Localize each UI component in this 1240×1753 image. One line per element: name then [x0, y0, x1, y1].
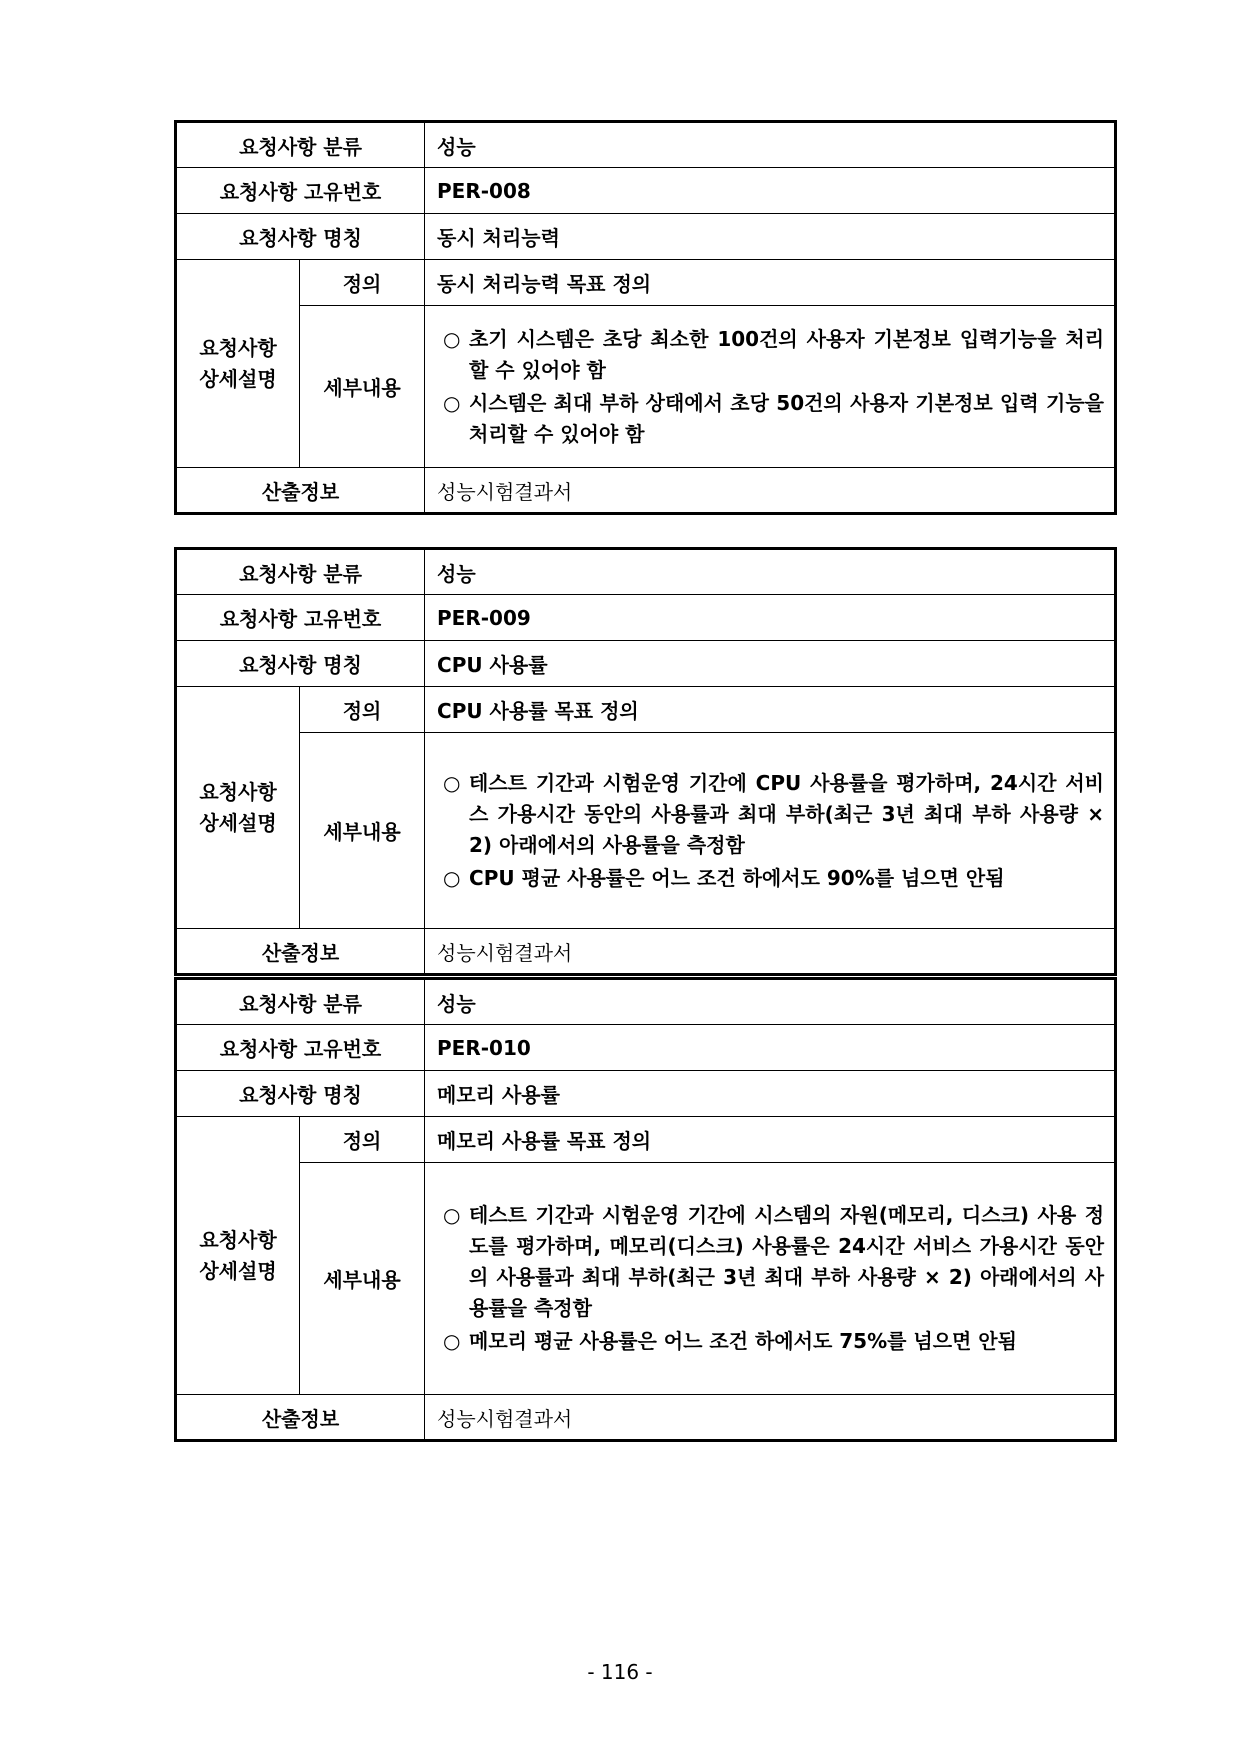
name-label: 요청사항 명칭	[176, 214, 425, 260]
name-label: 요청사항 명칭	[176, 641, 425, 687]
circle-bullet-icon: ○	[443, 770, 461, 795]
detail-label-line2: 상세설명	[199, 1258, 277, 1283]
category-row	[176, 122, 1116, 168]
detail-label	[176, 687, 300, 929]
category-label: 요청사항 분류	[176, 549, 425, 595]
content-row	[176, 306, 1116, 468]
output-row	[176, 468, 1116, 514]
circle-bullet-icon: ○	[443, 326, 461, 351]
circle-bullet-icon: ○	[443, 1329, 461, 1353]
category-row	[176, 549, 1116, 595]
definition-row	[176, 260, 1116, 306]
content-row	[176, 733, 1116, 929]
content-detail	[425, 1163, 1116, 1395]
output-value: 성능시험결과서	[425, 1395, 1116, 1441]
definition-label: 정의	[300, 687, 425, 733]
id-label: 요청사항 고유번호	[176, 595, 425, 641]
output-value: 성능시험결과서	[425, 468, 1116, 514]
name-value: CPU 사용률	[425, 641, 1116, 687]
definition-label: 정의	[300, 1117, 425, 1163]
category-label: 요청사항 분류	[176, 122, 425, 168]
definition-label: 정의	[300, 260, 425, 306]
id-value: PER-008	[425, 168, 1116, 214]
content-label: 세부내용	[300, 733, 425, 929]
detail-label-line2: 상세설명	[199, 366, 277, 391]
bullet-text: 테스트 기간과 시험운영 기간에 CPU 사용률을 평가하며, 24시간 서비스 가용시간 동안의 사용률과 최대 부하(최근 3년 최대 부하 사용량 × 2) 아래에서의 사용률을 측정함	[469, 770, 1105, 857]
output-label: 산출정보	[176, 468, 425, 514]
bullet-text: CPU 평균 사용률은 어느 조건 하에서도 90%를 넘으면 안됨	[469, 865, 1005, 890]
bullet-text: 테스트 기간과 시험운영 기간에 시스템의 자원(메모리, 디스크) 사용 정도를 평가하며, 메모리(디스크) 사용률은 24시간 서비스 가용시간 동안의 사용률과 최대 부하(최근 3년 최대 부하 사용량 × 2) 아래에서의 사용률을 측정함	[469, 1203, 1105, 1320]
id-row	[176, 1025, 1116, 1071]
content-row	[176, 1163, 1116, 1395]
name-value: 동시 처리능력	[425, 214, 1116, 260]
category-row	[176, 979, 1116, 1025]
requirement-table-per-009	[174, 547, 1117, 976]
detail-label-line1: 요청사항	[199, 1227, 277, 1252]
output-row	[176, 929, 1116, 975]
requirement-table-per-008	[174, 120, 1117, 515]
definition-row	[176, 1117, 1116, 1163]
content-detail	[425, 733, 1116, 929]
id-label: 요청사항 고유번호	[176, 1025, 425, 1071]
detail-label-line1: 요청사항	[199, 335, 277, 360]
definition-row	[176, 687, 1116, 733]
bullet-item	[443, 768, 1104, 861]
output-label: 산출정보	[176, 929, 425, 975]
detail-label-line1: 요청사항	[199, 779, 277, 804]
bullet-item	[443, 1200, 1104, 1324]
id-value: PER-010	[425, 1025, 1116, 1071]
content-label: 세부내용	[300, 306, 425, 468]
output-label: 산출정보	[176, 1395, 425, 1441]
circle-bullet-icon: ○	[443, 1203, 461, 1227]
circle-bullet-icon: ○	[443, 865, 461, 890]
category-label: 요청사항 분류	[176, 979, 425, 1025]
requirement-table-per-010	[174, 977, 1117, 1442]
name-row	[176, 214, 1116, 260]
category-value: 성능	[425, 122, 1116, 168]
id-value: PER-009	[425, 595, 1116, 641]
detail-label	[176, 260, 300, 468]
definition-value: 동시 처리능력 목표 정의	[425, 260, 1116, 306]
content-detail	[425, 306, 1116, 468]
definition-value: CPU 사용률 목표 정의	[425, 687, 1116, 733]
content-label: 세부내용	[300, 1163, 425, 1395]
name-label: 요청사항 명칭	[176, 1071, 425, 1117]
bullet-text: 메모리 평균 사용률은 어느 조건 하에서도 75%를 넘으면 안됨	[469, 1329, 1017, 1353]
category-value: 성능	[425, 549, 1116, 595]
bullet-text: 초기 시스템은 초당 최소한 100건의 사용자 기본정보 입력기능을 처리할 수 있어야 함	[469, 326, 1105, 382]
bullet-item	[443, 1326, 1104, 1357]
bullet-item	[443, 324, 1104, 386]
id-label: 요청사항 고유번호	[176, 168, 425, 214]
output-row	[176, 1395, 1116, 1441]
page-number: - 116 -	[587, 1660, 653, 1684]
definition-value: 메모리 사용률 목표 정의	[425, 1117, 1116, 1163]
category-value: 성능	[425, 979, 1116, 1025]
bullet-item	[443, 388, 1104, 450]
bullet-text: 시스템은 최대 부하 상태에서 초당 50건의 사용자 기본정보 입력 기능을 처리할 수 있어야 함	[469, 390, 1105, 446]
detail-label-line2: 상세설명	[199, 810, 277, 835]
name-value: 메모리 사용률	[425, 1071, 1116, 1117]
bullet-item	[443, 863, 1104, 894]
name-row	[176, 1071, 1116, 1117]
circle-bullet-icon: ○	[443, 390, 461, 415]
id-row	[176, 168, 1116, 214]
name-row	[176, 641, 1116, 687]
detail-label	[176, 1117, 300, 1395]
id-row	[176, 595, 1116, 641]
output-value: 성능시험결과서	[425, 929, 1116, 975]
